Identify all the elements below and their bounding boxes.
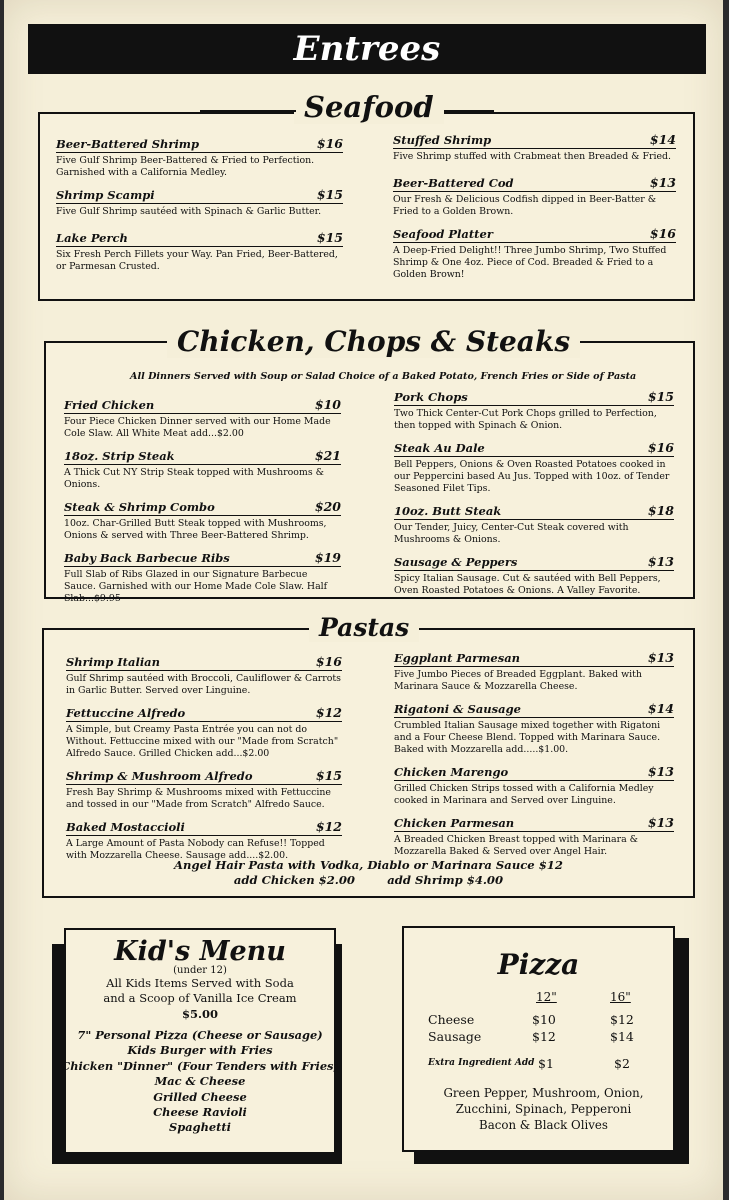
item-desc: Five Jumbo Pieces of Breaded Eggplant. Baked with Marinara Sauce & Mozzarella Cheese. <box>394 669 642 692</box>
item-desc: Four Piece Chicken Dinner served with our Home Made Cole Slaw. All White Meat add...$2.00 <box>64 416 331 439</box>
pizza-row-large: $12 <box>610 1012 634 1027</box>
item-name: Steak Au Dale <box>394 441 485 455</box>
item-desc: Full Slab of Ribs Glazed in our Signature Barbecue Sauce. Garnished with our Home Made Cole Slaw. Half Slab...$9.95 <box>64 569 328 604</box>
pizza-row-large: $14 <box>610 1029 634 1044</box>
kids-item: Mac & Cheese <box>154 1074 246 1089</box>
item-desc: Five Shrimp stuffed with Crabmeat then Breaded & Fried. <box>393 151 672 162</box>
kids-item: 7" Personal Pizza (Cheese or Sausage) <box>77 1028 323 1042</box>
menu-item <box>64 448 341 491</box>
item-desc: A Simple, but Creamy Pasta Entrée you can not do Without. Fettuccine mixed with our "Made from Scratch" Alfredo Sauce. Grilled Chicken add...$2.00 <box>66 724 339 759</box>
pizza-row-label: Sausage <box>428 1029 482 1044</box>
pastas-title: Pastas <box>309 613 419 642</box>
item-name: Shrimp Italian <box>66 655 160 669</box>
pizza-toppings-1: Green Pepper, Mushroom, Onion, <box>443 1086 644 1100</box>
menu-item <box>66 654 342 697</box>
menu-item <box>66 768 342 811</box>
item-desc: Five Gulf Shrimp sautéed with Spinach & Garlic Butter. <box>56 206 322 217</box>
item-desc: Five Gulf Shrimp Beer-Battered & Fried to Perfection. Garnished with a California Medley. <box>56 155 315 178</box>
pizza-size-small: 12" <box>536 990 557 1004</box>
item-price: $18 <box>647 503 674 518</box>
menu-item <box>393 175 676 218</box>
item-desc: A Breaded Chicken Breast topped with Marinara & Mozzarella Baked & Served over Angel Hair. <box>394 834 639 857</box>
item-desc: A Large Amount of Pasta Nobody can Refuse!! Topped with Mozzarella Cheese. Sausage add....$2.00. <box>66 838 325 861</box>
kids-title: Kid's Menu <box>114 936 286 967</box>
item-name: 18oz. Strip Steak <box>64 449 175 463</box>
item-desc: Spicy Italian Sausage. Cut & sautéed with Bell Peppers, Oven Roasted Potatoes & Onions. A Valley Favorite. <box>394 573 661 596</box>
item-name: Baked Mostaccioli <box>66 820 185 834</box>
menu-item <box>394 764 674 807</box>
entrees-banner: Entrees <box>28 24 706 74</box>
item-desc: Our Tender, Juicy, Center-Cut Steak covered with Mushrooms & Onions. <box>394 522 629 545</box>
menu-item <box>393 226 676 281</box>
item-price: $15 <box>316 187 343 202</box>
item-price: $16 <box>315 654 342 669</box>
chicken-title: Chicken, Chops & Steaks <box>167 325 580 358</box>
kids-item: Kids Burger with Fries <box>127 1043 273 1058</box>
seafood-title-rule-right <box>444 110 494 112</box>
kids-item: Grilled Cheese <box>153 1089 247 1104</box>
item-price: $21 <box>314 448 341 463</box>
kids-box <box>61 928 339 1154</box>
pizza-row-small: $10 <box>532 1012 556 1027</box>
menu-item <box>394 389 674 432</box>
item-name: Eggplant Parmesan <box>394 651 521 665</box>
item-price: $16 <box>647 440 674 455</box>
item-price: $16 <box>649 226 676 241</box>
menu-page <box>4 0 723 1200</box>
item-desc: Bell Peppers, Onions & Oven Roasted Potatoes cooked in our Peppercini based Au Jus. Topped with 10oz. of Tender Seasoned Filet Tips. <box>394 459 670 494</box>
menu-item <box>56 230 343 273</box>
item-price: $16 <box>316 136 343 151</box>
seafood-title: Seafood <box>294 90 444 124</box>
pizza-row-label: Cheese <box>428 1012 475 1027</box>
item-name: Steak & Shrimp Combo <box>64 500 215 514</box>
item-desc: Six Fresh Perch Fillets your Way. Pan Fried, Beer-Battered, or Parmesan Crusted. <box>56 249 338 272</box>
item-name: Lake Perch <box>56 231 128 245</box>
item-desc: Our Fresh & Delicious Codfish dipped in Beer-Batter & Fried to a Golden Brown. <box>393 194 657 217</box>
menu-item <box>64 550 341 605</box>
item-price: $12 <box>315 819 342 834</box>
item-price: $10 <box>314 397 341 412</box>
item-price: $20 <box>314 499 341 514</box>
item-name: Baby Back Barbecue Ribs <box>64 551 230 565</box>
item-name: Fettuccine Alfredo <box>66 706 186 720</box>
menu-item <box>394 701 674 756</box>
menu-item <box>394 503 674 546</box>
item-desc: Fresh Bay Shrimp & Mushrooms mixed with Fettuccine and tossed in our "Made from Scratch" Alfredo Sauce. <box>66 787 331 810</box>
kids-served-2: and a Scoop of Vanilla Ice Cream <box>103 991 297 1005</box>
kids-items <box>54 1028 346 1136</box>
kids-item: Cheese Ravioli <box>153 1105 247 1120</box>
chicken-left-col <box>64 397 341 613</box>
item-desc: A Thick Cut NY Strip Steak topped with Mushrooms & Onions. <box>64 467 324 490</box>
item-desc: A Deep-Fried Delight!! Three Jumbo Shrimp, Two Stuffed Shrimp & One 4oz. Piece of Cod. Breaded & Fried to a Golden Brown! <box>393 245 667 280</box>
menu-item <box>66 819 342 862</box>
menu-item <box>394 554 674 597</box>
item-desc: Crumbled Italian Sausage mixed together with Rigatoni and a Four Cheese Blend. Topped with Marinara Sauce. Baked with Mozzarella add.....$1.00. <box>394 720 661 755</box>
pastas-right-col <box>394 650 674 866</box>
item-price: $15 <box>647 389 674 404</box>
menu-item <box>56 136 343 179</box>
kids-item: Spaghetti <box>169 1120 231 1135</box>
seafood-title-rule-left <box>200 110 296 112</box>
pizza-extra-label: Extra Ingredient Add <box>428 1058 535 1068</box>
pizza-row-small: $12 <box>532 1029 556 1044</box>
item-price: $13 <box>647 554 674 569</box>
item-name: Stuffed Shrimp <box>393 133 492 147</box>
pizza-toppings-3: Bacon & Black Olives <box>479 1118 608 1132</box>
pizza-extra-large: $2 <box>614 1056 630 1071</box>
item-name: Rigatoni & Sausage <box>394 702 521 716</box>
kids-item: Chicken "Dinner" (Four Tenders with Fries) <box>61 1058 339 1073</box>
item-name: Fried Chicken <box>64 398 155 412</box>
menu-item <box>394 815 674 858</box>
pasta-note-line2: add Chicken $2.00 add Shrimp $4.00 <box>233 873 504 887</box>
item-price: $13 <box>647 650 674 665</box>
item-name: Chicken Marengo <box>394 765 509 779</box>
item-name: 10oz. Butt Steak <box>394 504 502 518</box>
pizza-toppings-2: Zucchini, Spinach, Pepperoni <box>455 1102 632 1116</box>
item-name: Sausage & Peppers <box>394 555 518 569</box>
item-price: $13 <box>649 175 676 190</box>
item-desc: Two Thick Center-Cut Pork Chops grilled to Perfection, then topped with Spinach & Onion. <box>394 408 657 431</box>
item-price: $12 <box>315 705 342 720</box>
item-price: $14 <box>649 132 676 147</box>
item-desc: Grilled Chicken Strips tossed with a California Medley cooked in Marinara and Served over Linguine. <box>394 783 654 806</box>
kids-price: $5.00 <box>181 1007 218 1021</box>
menu-item <box>56 187 343 218</box>
menu-item <box>394 650 674 693</box>
chicken-right-col <box>394 389 674 605</box>
item-price: $15 <box>315 768 342 783</box>
kids-age: (under 12) <box>173 965 227 976</box>
seafood-left-col <box>56 136 343 281</box>
pastas-left-col <box>66 654 342 870</box>
item-price: $19 <box>314 550 341 565</box>
menu-item <box>64 397 341 440</box>
menu-item <box>66 705 342 760</box>
pizza-title: Pizza <box>497 948 580 981</box>
pizza-size-large: 16" <box>610 990 631 1004</box>
pasta-note-line1: Angel Hair Pasta with Vodka, Diablo or Marinara Sauce $12 <box>174 858 563 872</box>
kids-served-1: All Kids Items Served with Soda <box>106 976 294 990</box>
item-desc: 10oz. Char-Grilled Butt Steak topped with Mushrooms, Onions & served with Three Beer-Battered Shrimp. <box>64 518 327 541</box>
item-name: Seafood Platter <box>393 227 493 241</box>
item-price: $15 <box>316 230 343 245</box>
menu-item <box>393 132 676 163</box>
pizza-extra-small: $1 <box>538 1056 554 1071</box>
item-name: Shrimp & Mushroom Alfredo <box>66 769 253 783</box>
item-price: $13 <box>647 764 674 779</box>
seafood-right-col <box>393 132 676 289</box>
menu-item <box>394 440 674 495</box>
item-desc: Gulf Shrimp sautéed with Broccoli, Cauliflower & Carrots in Garlic Butter. Served over Linguine. <box>66 673 341 696</box>
item-price: $14 <box>647 701 674 716</box>
item-name: Beer-Battered Shrimp <box>56 137 200 151</box>
item-name: Pork Chops <box>394 390 468 404</box>
item-name: Beer-Battered Cod <box>393 176 514 190</box>
chicken-subtitle: All Dinners Served with Soup or Salad Choice of a Baked Potato, French Fries or Side of Pasta <box>130 371 637 382</box>
item-name: Shrimp Scampi <box>56 188 155 202</box>
item-name: Chicken Parmesan <box>394 816 515 830</box>
item-price: $13 <box>647 815 674 830</box>
menu-item <box>64 499 341 542</box>
